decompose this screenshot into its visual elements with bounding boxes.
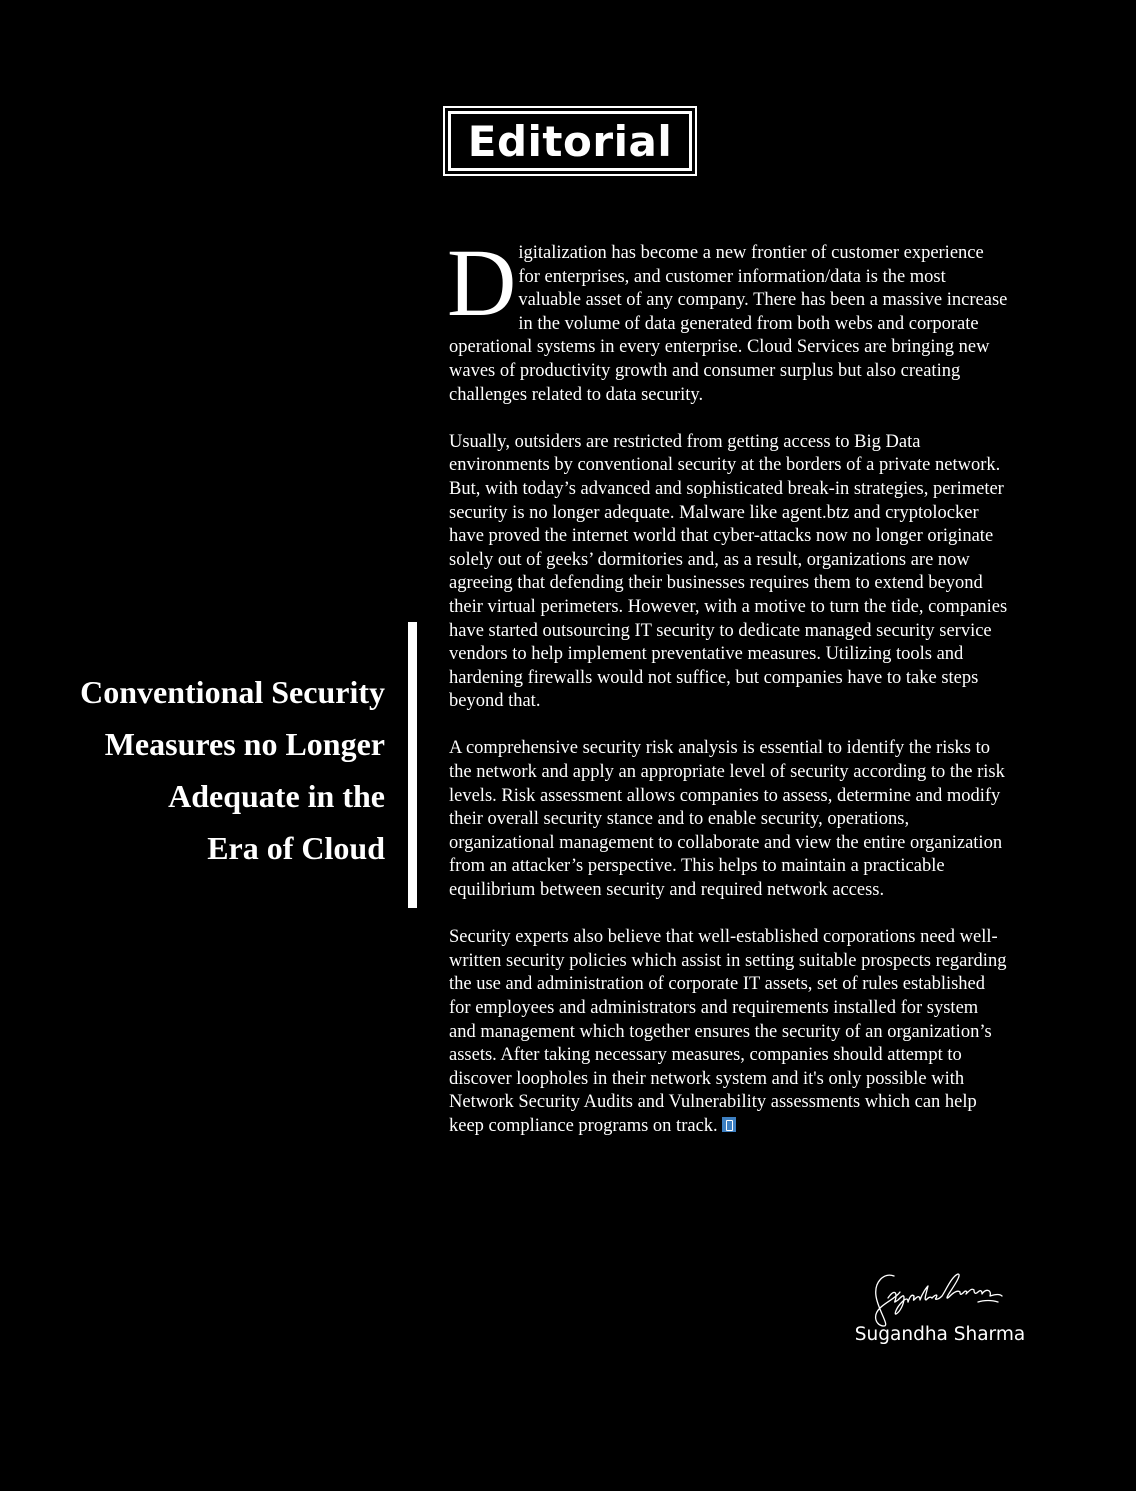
pull-quote-line: Conventional Security [80,674,385,710]
article-paragraph [449,926,1009,1138]
pull-quote-divider-bar [408,622,417,908]
pull-quote-line: Adequate in the [168,778,385,814]
pull-quote [40,666,385,874]
editorial-header-inner-border [448,111,692,171]
editorial-header-box [443,106,697,176]
page-title: Editorial [467,116,673,166]
pull-quote-line: Era of Cloud [207,830,385,866]
pull-quote-line: Measures no Longer [104,726,385,762]
end-of-article-mark-icon [722,1117,736,1132]
signer-name: Sugandha Sharma [854,1324,1026,1345]
signature-image [866,1268,1016,1330]
paragraph-text: igitalization has become a new frontier of customer experience for enterprises, and customer information/data is the most valuable asset of any company. There has been a massive increase in the volume of data generated from both webs and corporate operational systems in every enterprise. Cloud Services are bringing new waves of productivity growth and consumer surplus but also creating challenges related to data security. [449,243,1008,405]
article-body [447,229,1009,1162]
paragraph-text: Security experts also believe that well-established corporations need well-written security policies which assist in setting suitable prospects regarding the use and administration of corporate IT assets, set of rules established for employees and administrators and requirements installed for system and management which together ensures the security of an organization’s assets. After taking necessary measures, companies should attempt to discover loopholes in their network system and it's only possible with Network Security Audits and Vulnerability assessments which can help keep compliance programs on track. [449,927,1007,1136]
drop-cap: D [447,229,517,336]
article-paragraph: Usually, outsiders are restricted from getting access to Big Data environments by conventional security at the borders of a private network. But, with today’s advanced and sophisticated break-in strategies, perimeter security is no longer adequate. Malware like agent.btz and cryptolocker have proved the internet world that cyber-attacks now no longer originate solely out of geeks’ dormitories and, as a result, organizations are now agreeing that defending their businesses requires them to extend beyond their virtual perimeters. However, with a motive to turn the tide, companies have started outsourcing IT security to dedicate managed security service vendors to help implement preventative measures. Utilizing tools and hardening firewalls would not suffice, but companies have to take steps beyond that. [449,431,1008,712]
article-paragraph [447,229,1009,407]
article-paragraph: A comprehensive security risk analysis is essential to identify the risks to the network and apply an appropriate level of security according to the risk levels. Risk assessment allows companies to assess, determine and modify their overall security stance and to enable security, operations, organizational management to collaborate and view the entire organization from an attacker’s perspective. This helps to maintain a practicable equilibrium between security and required network access. [449,738,1005,901]
